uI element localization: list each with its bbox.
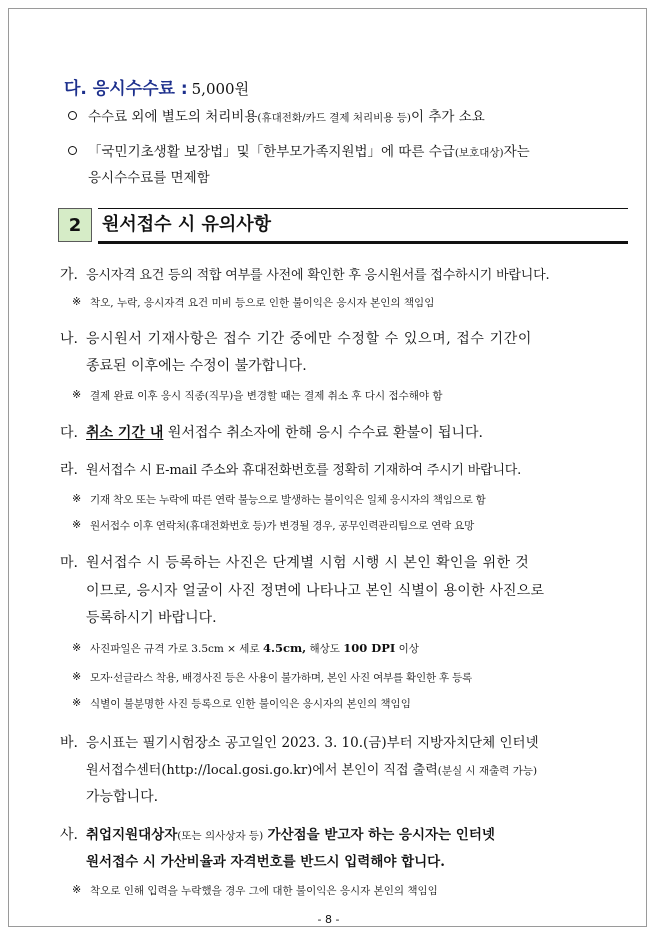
section-2-header: [58, 208, 628, 244]
circle-bullet-icon: [68, 111, 77, 120]
page-number: - 8 -: [317, 913, 340, 926]
fee-heading-label: 다. 응시수수료 :: [64, 79, 188, 99]
circle-bullet-icon: [68, 146, 77, 155]
section-title: 원서접수 시 유의사항: [102, 214, 272, 235]
section-number-box: 2: [58, 208, 92, 242]
fee-heading: [64, 74, 249, 99]
refund-period-emphasis: 취소 기간 내: [86, 425, 164, 441]
fee-bullet-2-line2: 응시수수료를 면제함: [88, 170, 210, 186]
fee-value: 5,000원: [191, 80, 250, 98]
section-rule-bottom: [98, 241, 628, 244]
